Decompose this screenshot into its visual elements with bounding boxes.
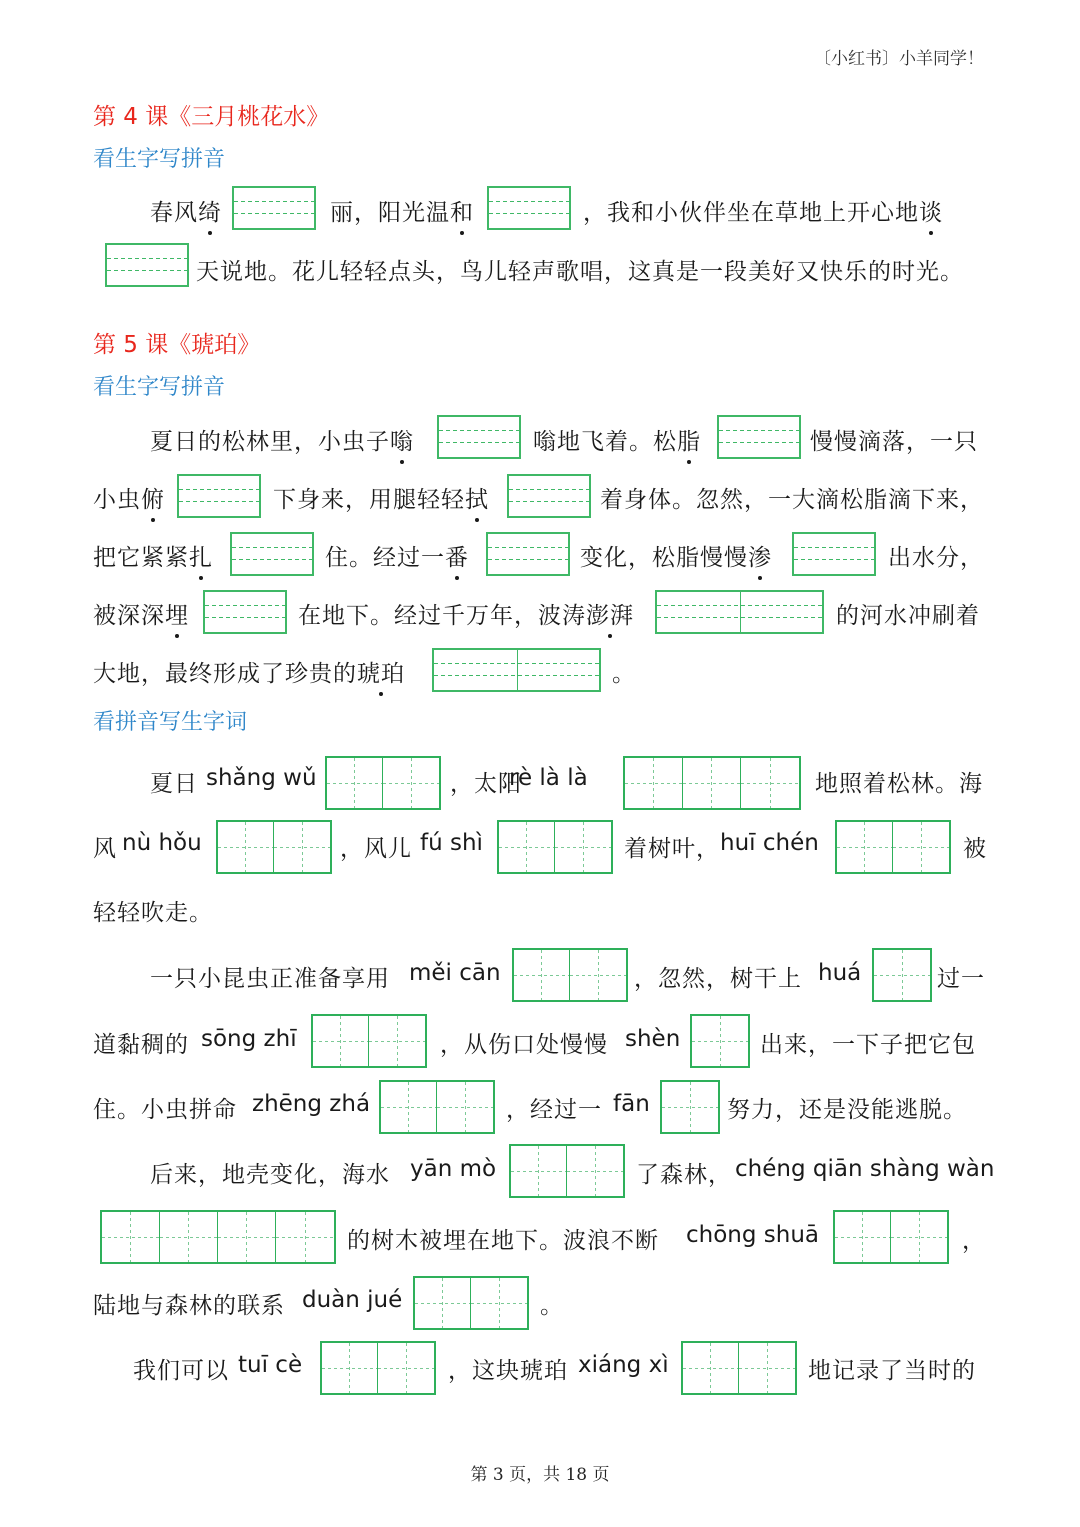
character-grid[interactable] [379, 1080, 495, 1134]
pinyin-prompt: tuī cè [238, 1352, 303, 1378]
pinyin-prompt: fān [613, 1091, 650, 1117]
pinyin-answer-box-double[interactable] [432, 648, 601, 692]
sentence-text: ，这块琥珀 [448, 1358, 568, 1384]
sentence-text: ，风儿 [340, 836, 412, 862]
character-grid[interactable] [872, 948, 932, 1002]
pinyin-answer-box[interactable] [437, 415, 521, 459]
pinyin-answer-box[interactable] [232, 186, 316, 230]
sentence-text: 的河水冲刷着 [836, 603, 980, 629]
character-grid[interactable] [325, 756, 441, 810]
sentence-text: 后来，地壳变化，海水 [150, 1162, 390, 1188]
character-grid[interactable] [833, 1210, 949, 1264]
character-grid[interactable] [311, 1014, 427, 1068]
sentence-text: 轻轻吹走。 [93, 900, 213, 926]
sentence-text: 天说地。花儿轻轻点头，鸟儿轻声歌唱，这真是一段美好又快乐的时光。 [196, 259, 964, 285]
page-number: 第 3 页，共 18 页 [470, 1465, 610, 1485]
source-watermark: 〔小红书〕小羊同学！ [814, 49, 984, 69]
pinyin-answer-box[interactable] [507, 474, 591, 518]
sentence-text: 夏日 [150, 771, 198, 797]
lesson-5-section2-title: 看拼音写生字词 [93, 710, 248, 735]
sentence-text: 道黏稠的 [93, 1032, 189, 1058]
pinyin-answer-box[interactable] [105, 243, 189, 287]
sentence-text: 大地，最终形成了珍贵的琥珀 [93, 661, 405, 687]
sentence-text: 把它紧紧扎 [93, 545, 213, 571]
sentence-text: 夏日的松林里，小虫子嗡 [150, 429, 414, 455]
sentence-text: 丽，阳光温和 [330, 200, 474, 226]
sentence-text: 下身来，用腿轻轻拭 [273, 487, 489, 513]
sentence-text: 被深深埋 [93, 603, 189, 629]
sentence-text: ，经过一 [506, 1097, 602, 1123]
pinyin-prompt: yān mò [410, 1156, 497, 1182]
character-grid[interactable] [497, 820, 613, 874]
character-grid[interactable] [681, 1341, 797, 1395]
lesson-4-section-title: 看生字写拼音 [93, 147, 226, 172]
character-grid[interactable] [690, 1014, 750, 1068]
sentence-text: 住。经过一番 [325, 545, 469, 571]
pinyin-prompt: nù hǒu [122, 830, 202, 856]
pinyin-prompt: shèn [625, 1026, 681, 1052]
sentence-text: 过一 [937, 966, 985, 992]
lesson-4-title: 第 4 课《三月桃花水》 [93, 104, 330, 130]
character-grid[interactable] [100, 1210, 336, 1264]
pinyin-prompt: huá [818, 960, 862, 986]
sentence-text: 被 [963, 836, 987, 862]
pinyin-prompt: měi cān [409, 960, 501, 986]
character-grid[interactable] [660, 1080, 720, 1134]
sentence-text: 我们可以 [133, 1358, 229, 1384]
sentence-text: 陆地与森林的联系 [93, 1293, 285, 1319]
sentence-text: 在地下。经过千万年，波涛澎湃 [298, 603, 634, 629]
pinyin-prompt: sōng zhī [201, 1026, 297, 1052]
pinyin-prompt: xiáng xì [578, 1352, 669, 1378]
sentence-text: 春风绮 [150, 200, 222, 226]
sentence-text: 风 [93, 836, 117, 862]
character-grid[interactable] [623, 756, 801, 810]
sentence-text: 变化，松脂慢慢渗 [580, 545, 772, 571]
lesson-5-title: 第 5 课《琥珀》 [93, 332, 261, 358]
character-grid[interactable] [413, 1276, 529, 1330]
pinyin-prompt: huī chén [720, 830, 819, 856]
sentence-text: ，忽然，树干上 [634, 966, 802, 992]
sentence-text: 。 [540, 1293, 564, 1319]
character-grid[interactable] [216, 820, 332, 874]
sentence-text: 地照着松林。海 [815, 771, 983, 797]
sentence-text: 出来，一下子把它包 [760, 1032, 976, 1058]
pinyin-prompt: fú shì [420, 830, 483, 856]
pinyin-prompt: rè là là [509, 765, 588, 791]
pinyin-answer-box[interactable] [487, 186, 571, 230]
sentence-text: 慢慢滴落，一只 [810, 429, 978, 455]
sentence-text: 着树叶， [624, 836, 720, 862]
character-grid[interactable] [509, 1144, 625, 1198]
pinyin-prompt: chéng qiān shàng wàn [735, 1156, 995, 1182]
pinyin-answer-box[interactable] [717, 415, 801, 459]
pinyin-answer-box[interactable] [203, 590, 287, 634]
sentence-text: 地记录了当时的 [808, 1358, 976, 1384]
sentence-text: 出水分， [888, 545, 984, 571]
sentence-text: ，从伤口处慢慢 [440, 1032, 608, 1058]
sentence-text: 小虫俯 [93, 487, 165, 513]
character-grid[interactable] [320, 1341, 436, 1395]
sentence-text: 一只小昆虫正准备享用 [150, 966, 390, 992]
pinyin-prompt: zhēng zhá [252, 1091, 371, 1117]
pinyin-prompt: chōng shuā [686, 1222, 820, 1248]
character-grid[interactable] [835, 820, 951, 874]
pinyin-answer-box[interactable] [792, 532, 876, 576]
sentence-text: 努力，还是没能逃脱。 [727, 1097, 967, 1123]
sentence-text: ，我和小伙伴坐在草地上开心地谈 [583, 200, 943, 226]
sentence-text: 住。小虫拼命 [93, 1097, 237, 1123]
pinyin-prompt: duàn jué [302, 1287, 403, 1313]
pinyin-answer-box[interactable] [177, 474, 261, 518]
character-grid[interactable] [512, 948, 628, 1002]
pinyin-prompt: shǎng wǔ [206, 765, 317, 791]
sentence-text: 了森林， [636, 1162, 732, 1188]
sentence-text: 。 [612, 661, 636, 687]
pinyin-answer-box[interactable] [486, 532, 570, 576]
pinyin-answer-box[interactable] [230, 532, 314, 576]
sentence-text: ， [962, 1228, 986, 1254]
pinyin-answer-box-double[interactable] [655, 590, 824, 634]
sentence-text: ，太阳 [450, 771, 522, 797]
sentence-text: 着身体。忽然，一大滴松脂滴下来， [600, 487, 984, 513]
sentence-text: 嗡地飞着。松脂 [533, 429, 701, 455]
lesson-5-section-title: 看生字写拼音 [93, 375, 226, 400]
sentence-text: 的树木被埋在地下。波浪不断 [347, 1228, 659, 1254]
